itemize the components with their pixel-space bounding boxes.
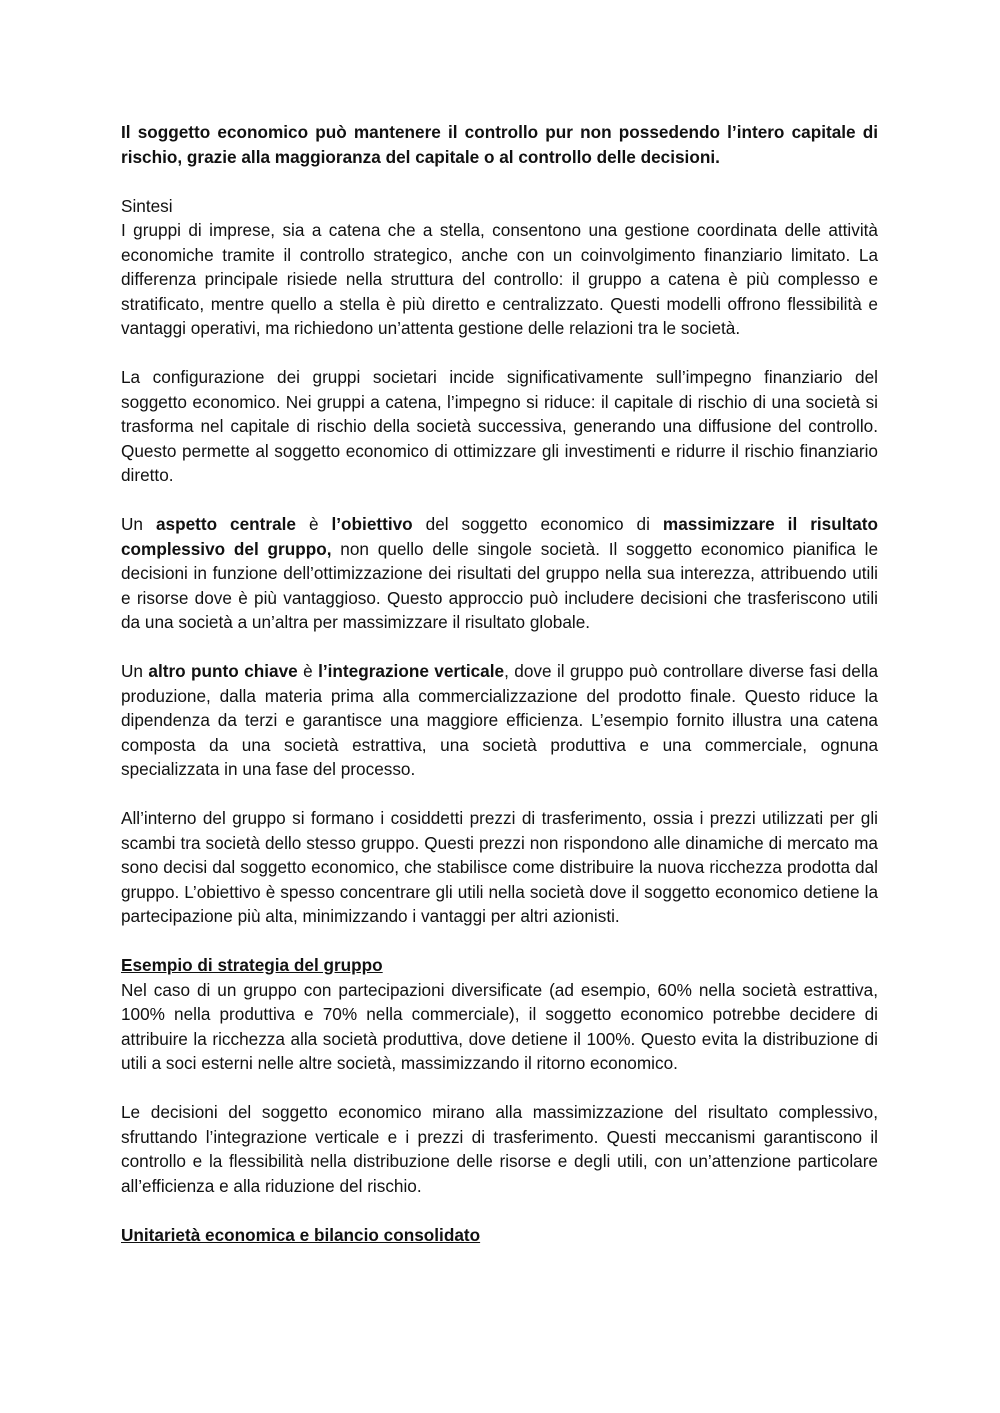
sintesi-heading: Sintesi bbox=[121, 195, 173, 216]
paragraph-gap bbox=[121, 929, 878, 954]
bold-run: altro punto chiave bbox=[148, 661, 298, 681]
text-run: , dove il gruppo può controllare diverse fasi della produzione, dalla materia prima alla commercializzazione del prodotto finale. Questo riduce la dipendenza da terzi e garantisce una maggiore efficienza. L’esempio fornito illustra una catena composta da una società estrattiva, una società produttiva e una commerciale, ognuna specializzata in una fase del processo. bbox=[121, 661, 879, 779]
paragraph-gap bbox=[121, 1076, 878, 1101]
paragraph-gap bbox=[121, 341, 878, 366]
text-run: Un bbox=[121, 514, 156, 534]
esempio-heading: Esempio di strategia del gruppo bbox=[121, 955, 383, 975]
paragraph-gap bbox=[121, 169, 878, 194]
paragraph-gap bbox=[121, 635, 878, 660]
paragraph-gap bbox=[121, 1198, 878, 1223]
bold-run: l’obiettivo bbox=[331, 514, 413, 534]
text-run: è bbox=[295, 514, 332, 534]
text-run: Un bbox=[121, 661, 149, 681]
text-run: è bbox=[297, 661, 319, 681]
bold-run: l’integrazione verticale bbox=[318, 661, 505, 681]
paragraph-gap bbox=[121, 488, 878, 513]
document-body bbox=[121, 120, 878, 1247]
intro-bold-paragraph: Il soggetto economico può mantenere il controllo pur non possedendo l’intero capitale di rischio, grazie alla maggioranza del capitale o al controllo delle decisioni. bbox=[121, 122, 878, 167]
text-run: del soggetto economico di bbox=[412, 514, 663, 534]
text-run: non quello delle singole società. Il soggetto economico pianifica le decisioni in funzione dell’ottimizzazione dei risultati del gruppo nella sua interezza, attribuendo utili e risorse dove è più vantaggioso. Questo approccio può includere decisioni che trasferiscono utili da una società a un’altra per massimizzare il risultato globale. bbox=[121, 538, 879, 632]
unitarieta-heading: Unitarietà economica e bilancio consolidato bbox=[121, 1224, 481, 1245]
decisioni-paragraph: Le decisioni del soggetto economico mirano alla massimizzazione del risultato complessivo, sfruttando l’integrazione verticale e i prezzi di trasferimento. Questi meccanismi garantiscono il controllo e la flessibilità nella distribuzione delle risorse e degli utili, con un’attenzione particolare all’efficienza e alla riduzione del rischio. bbox=[121, 1102, 878, 1196]
paragraph-gap bbox=[121, 782, 878, 807]
obiettivo-paragraph bbox=[121, 512, 878, 635]
sintesi-paragraph: I gruppi di imprese, sia a catena che a stella, consentono una gestione coordinata delle attività economiche tramite il controllo strategico, anche con un coinvolgimento finanziario limitato. La differenza principale risiede nella struttura del controllo: il gruppo a catena è più complesso e stratificato, mentre quello a stella è più diretto e centralizzato. Questi modelli offrono flessibilità e vantaggi operativi, ma richiedono un’attenta gestione delle relazioni tra le società. bbox=[121, 220, 878, 338]
bold-run: aspetto centrale bbox=[155, 514, 296, 534]
configurazione-paragraph: La configurazione dei gruppi societari incide significativamente sull’impegno finanziario del soggetto economico. Nei gruppi a catena, l’impegno si riduce: il capitale di rischio di una società si trasforma nel capitale di rischio della società successiva, generando una diffusione del controllo. Questo permette al soggetto economico di ottimizzare gli investimenti e ridurre il rischio finanziario diretto. bbox=[121, 367, 878, 485]
prezzi-paragraph: All’interno del gruppo si formano i cosiddetti prezzi di trasferimento, ossia i prezzi utilizzati per gli scambi tra società dello stesso gruppo. Questi prezzi non rispondono alle dinamiche di mercato ma sono decisi dal soggetto economico, che stabilisce come distribuire la nuova ricchezza prodotta dal gruppo. L’obiettivo è spesso concentrare gli utili nella società dove il soggetto economico detiene la partecipazione più alta, minimizzando i vantaggi per altri azionisti. bbox=[121, 808, 878, 926]
integrazione-paragraph bbox=[121, 659, 878, 782]
bold-run: massimizzare il risultato complessivo del gruppo, bbox=[121, 514, 879, 559]
esempio-paragraph: Nel caso di un gruppo con partecipazioni diversificate (ad esempio, 60% nella società estrattiva, 100% nella produttiva e 70% nella commerciale), il soggetto economico potrebbe decidere di attribuire la ricchezza alla società produttiva, dove detiene il 100%. Questo evita la distribuzione di utili a soci esterni nelle altre società, massimizzando il ritorno economico. bbox=[121, 979, 878, 1073]
